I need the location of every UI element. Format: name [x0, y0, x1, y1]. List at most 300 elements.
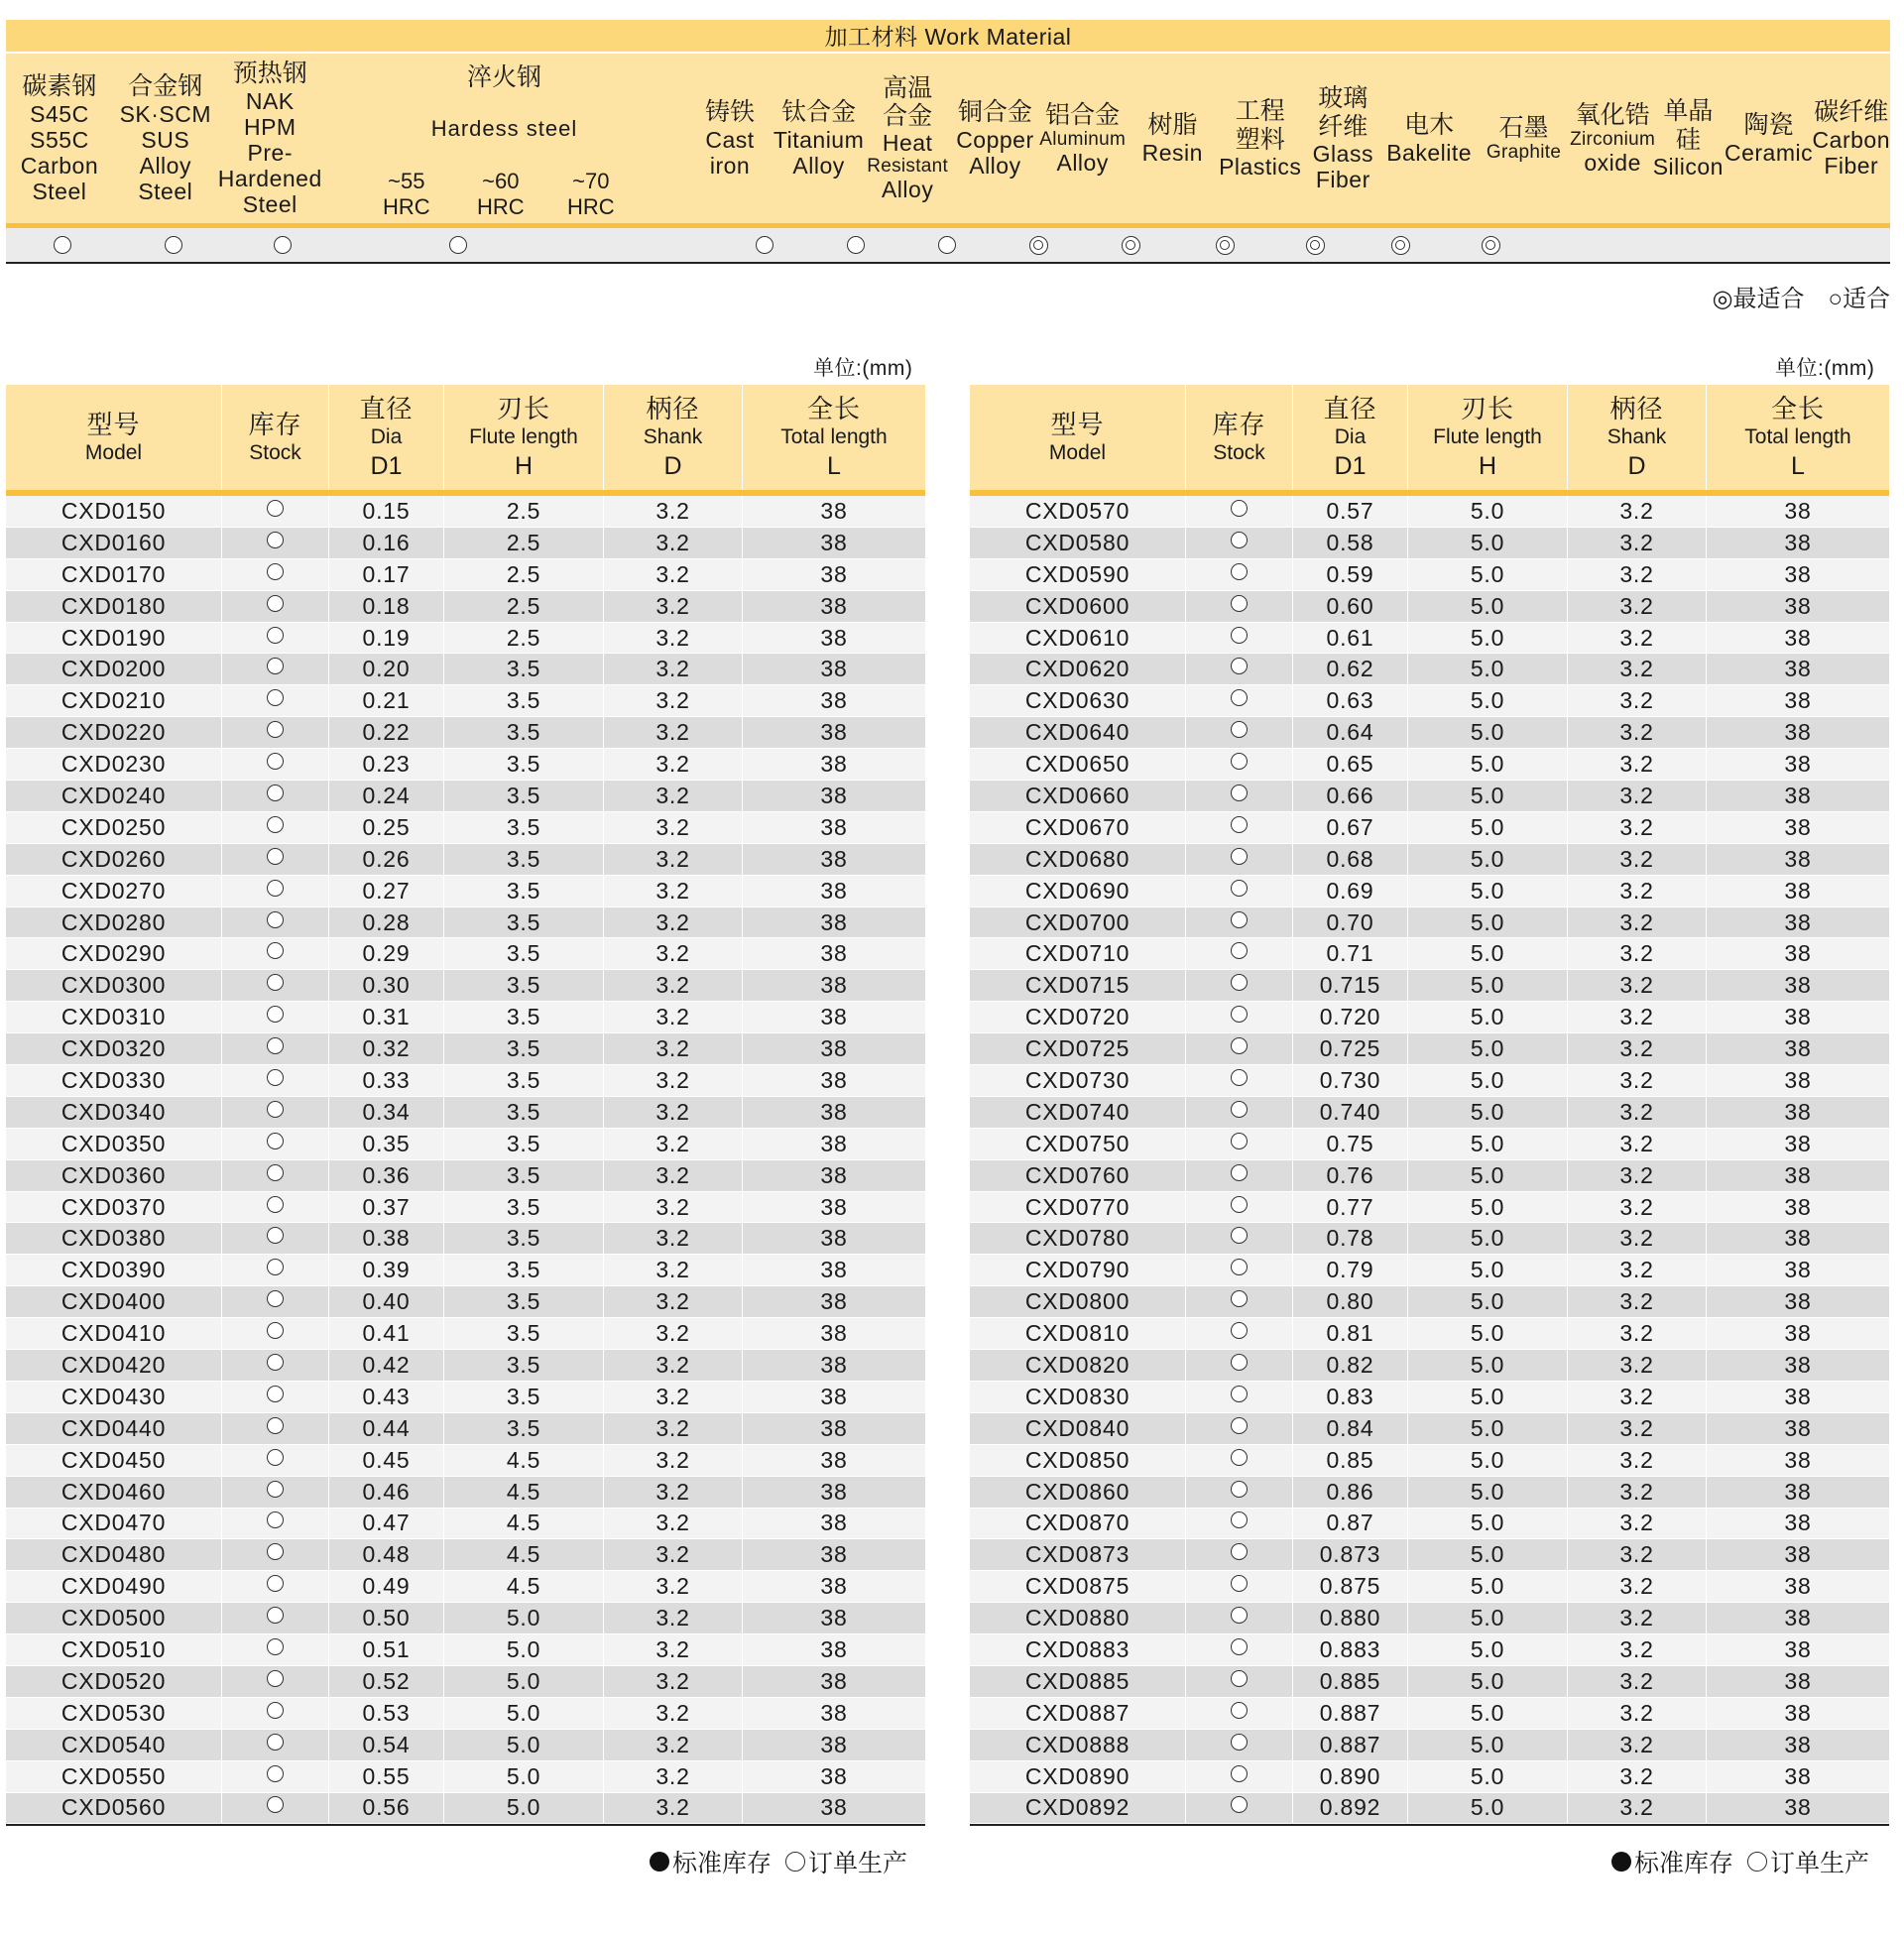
dia-cell: 0.85 — [1293, 1445, 1408, 1476]
material-label: Heat — [882, 130, 933, 157]
model-cell: CXD0170 — [6, 559, 222, 590]
dia-cell: 0.25 — [329, 812, 444, 843]
table-row — [6, 1002, 925, 1033]
table-row — [6, 1160, 925, 1192]
flute-length-cell: 3.5 — [444, 1413, 604, 1444]
model-cell: CXD0470 — [6, 1509, 222, 1539]
stock-cell — [222, 1382, 329, 1412]
model-cell: CXD0240 — [6, 781, 222, 811]
dia-cell: 0.39 — [329, 1255, 444, 1285]
model-cell: CXD0460 — [6, 1477, 222, 1508]
double-circle-icon — [1482, 236, 1500, 255]
table-bottom-rule — [6, 1824, 925, 1826]
flute-length-cell: 2.5 — [444, 591, 604, 622]
circle-icon — [1231, 1322, 1248, 1339]
stock-cell — [222, 1413, 329, 1444]
table-row — [970, 1382, 1889, 1413]
model-cell: CXD0820 — [970, 1350, 1186, 1381]
stock-cell — [222, 844, 329, 875]
column-header-en: Shank — [1606, 425, 1667, 448]
circle-icon — [1231, 689, 1248, 706]
stock-cell — [1186, 938, 1293, 969]
shank-cell: 3.2 — [604, 907, 743, 938]
column-header-sym: D — [1627, 452, 1646, 481]
legend-standard-stock — [1611, 1844, 1733, 1879]
double-circle-icon — [1391, 236, 1410, 255]
shank-cell: 3.2 — [1568, 1002, 1707, 1032]
stock-cell — [1186, 1223, 1293, 1254]
shank-cell: 3.2 — [1568, 970, 1707, 1001]
circle-icon — [1231, 500, 1248, 517]
model-cell: CXD0580 — [970, 528, 1186, 558]
flute-length-cell: 5.0 — [1408, 1698, 1568, 1729]
model-cell: CXD0450 — [6, 1445, 222, 1476]
dia-cell: 0.880 — [1293, 1603, 1408, 1633]
flute-length-cell: 5.0 — [1408, 623, 1568, 654]
total-length-cell: 38 — [820, 845, 848, 872]
dia-cell: 0.48 — [329, 1539, 444, 1570]
stock-cell — [1186, 1192, 1293, 1223]
shank-cell: 3.2 — [1568, 1634, 1707, 1665]
dia-cell: 0.715 — [1293, 970, 1408, 1001]
stock-cell — [222, 1509, 329, 1539]
shank-cell: 3.2 — [604, 1698, 743, 1729]
table-row — [970, 496, 1889, 528]
material-label: 氧化锆 — [1575, 100, 1650, 129]
table-row — [6, 717, 925, 749]
column-header-en: Total length — [1744, 425, 1851, 448]
column-header-sym: L — [827, 452, 841, 481]
material-label: Copper — [956, 126, 1034, 153]
table-row — [6, 781, 925, 812]
dia-cell: 0.84 — [1293, 1413, 1408, 1444]
dia-cell: 0.885 — [1293, 1666, 1408, 1697]
circle-icon — [267, 1164, 284, 1181]
total-length-cell: 38 — [820, 877, 848, 904]
stock-cell — [222, 876, 329, 907]
column-header-en: Model — [84, 441, 143, 464]
shank-cell: 3.2 — [604, 1666, 743, 1697]
stock-cell — [222, 1698, 329, 1729]
model-cell: CXD0530 — [6, 1698, 222, 1729]
flute-length-cell: 5.0 — [1408, 844, 1568, 875]
column-header — [743, 385, 925, 490]
dia-cell: 0.32 — [329, 1033, 444, 1064]
circle-icon — [1231, 1481, 1248, 1498]
circle-icon — [1231, 1702, 1248, 1719]
shank-cell: 3.2 — [604, 1002, 743, 1032]
dia-cell: 0.77 — [1293, 1192, 1408, 1223]
circle-icon — [1231, 532, 1248, 548]
stock-cell — [222, 1571, 329, 1602]
table-row — [6, 1603, 925, 1634]
material-mark-cell — [1085, 228, 1176, 262]
shank-cell: 3.2 — [604, 1634, 743, 1665]
column-header-sym: H — [514, 452, 534, 481]
table-row — [6, 1065, 925, 1097]
shank-cell: 3.2 — [604, 496, 743, 527]
stock-cell — [1186, 1793, 1293, 1824]
total-length-cell: 38 — [1784, 845, 1812, 872]
circle-icon — [1231, 785, 1248, 801]
flute-length-cell: 5.0 — [1408, 1318, 1568, 1349]
table-body — [6, 496, 925, 1824]
material-column — [1039, 54, 1127, 223]
model-cell: CXD0590 — [970, 559, 1186, 590]
model-cell: CXD0715 — [970, 970, 1186, 1001]
total-length-cell: 38 — [1784, 940, 1812, 967]
circle-icon — [267, 1796, 284, 1813]
circle-icon — [1231, 1006, 1248, 1023]
circle-icon — [267, 1702, 284, 1719]
model-cell: CXD0320 — [6, 1033, 222, 1064]
dia-cell: 0.35 — [329, 1129, 444, 1159]
flute-length-cell: 5.0 — [1408, 1477, 1568, 1508]
circle-icon — [785, 1852, 805, 1872]
model-cell: CXD0660 — [970, 781, 1186, 811]
stock-cell — [222, 1603, 329, 1633]
stock-cell — [222, 1160, 329, 1191]
stock-legend-right — [1611, 1844, 1869, 1879]
circle-icon — [267, 1417, 284, 1434]
dia-cell: 0.45 — [329, 1445, 444, 1476]
stock-cell — [222, 654, 329, 684]
model-cell: CXD0730 — [970, 1065, 1186, 1096]
stock-cell — [222, 1002, 329, 1032]
flute-length-cell: 5.0 — [444, 1793, 604, 1824]
shank-cell: 3.2 — [604, 1255, 743, 1285]
material-label: NAK — [245, 87, 295, 114]
flute-length-cell: 3.5 — [444, 844, 604, 875]
circle-icon — [1231, 753, 1248, 770]
total-length-cell: 38 — [820, 497, 848, 524]
total-length-cell: 38 — [1784, 1257, 1812, 1283]
table-row — [970, 1350, 1889, 1382]
hrc-range — [362, 169, 451, 219]
material-label: Alloy — [1056, 150, 1109, 177]
stock-cell — [1186, 1698, 1293, 1729]
table-row — [970, 1192, 1889, 1224]
total-length-cell: 38 — [1784, 782, 1812, 808]
flute-length-cell: 5.0 — [1408, 812, 1568, 843]
shank-cell: 3.2 — [1568, 938, 1707, 969]
flute-length-cell: 5.0 — [444, 1634, 604, 1665]
material-column — [1813, 54, 1890, 223]
material-label: Alloy — [139, 152, 191, 179]
model-cell: CXD0430 — [6, 1382, 222, 1412]
legend-order-production — [785, 1844, 907, 1879]
material-label: Titanium — [773, 126, 865, 153]
circle-icon — [1231, 1543, 1248, 1560]
model-cell: CXD0880 — [970, 1603, 1186, 1633]
material-label: Graphite — [1486, 141, 1562, 163]
shank-cell: 3.2 — [604, 1160, 743, 1191]
total-length-cell: 38 — [820, 1573, 848, 1600]
circle-icon — [267, 1607, 284, 1624]
circle-icon — [267, 1575, 284, 1592]
model-cell: CXD0870 — [970, 1509, 1186, 1539]
shank-cell: 3.2 — [1568, 1509, 1707, 1539]
dia-cell: 0.80 — [1293, 1286, 1408, 1317]
circle-icon — [267, 1449, 284, 1466]
total-length-cell: 38 — [820, 1762, 848, 1789]
material-label: Steel — [242, 190, 298, 217]
stock-cell — [222, 1033, 329, 1064]
material-label: Silicon — [1652, 153, 1724, 180]
table-row — [970, 1129, 1889, 1160]
circle-icon — [1231, 1259, 1248, 1275]
column-header — [329, 385, 444, 490]
total-length-cell: 38 — [1784, 656, 1812, 682]
table-row — [6, 749, 925, 781]
total-length-cell: 38 — [820, 1699, 848, 1726]
table-row — [970, 876, 1889, 907]
flute-length-cell: 5.0 — [444, 1761, 604, 1792]
table-row — [6, 528, 925, 559]
table-row — [970, 591, 1889, 623]
flute-length-cell: 5.0 — [1408, 1286, 1568, 1317]
circle-icon — [267, 880, 284, 897]
total-length-cell: 38 — [1784, 1004, 1812, 1030]
circle-icon — [267, 816, 284, 833]
shank-cell: 3.2 — [1568, 1097, 1707, 1128]
column-header-cn: 全长 — [1770, 393, 1825, 423]
material-label: 碳素钢 — [22, 72, 97, 101]
legend-suitable — [1829, 279, 1891, 313]
hardened-steel-title: 淬火钢 — [466, 63, 541, 91]
stock-cell — [222, 781, 329, 811]
total-length-cell: 38 — [1784, 1605, 1812, 1632]
table-row — [970, 1255, 1889, 1286]
total-length-cell: 38 — [1784, 1288, 1812, 1315]
flute-length-cell: 3.5 — [444, 1223, 604, 1254]
model-cell: CXD0380 — [6, 1223, 222, 1254]
flute-length-cell: 4.5 — [444, 1445, 604, 1476]
total-length-cell: 38 — [1784, 1383, 1812, 1409]
circle-icon — [267, 911, 284, 928]
model-cell: CXD0610 — [970, 623, 1186, 654]
flute-length-cell: 4.5 — [444, 1571, 604, 1602]
table-row — [970, 938, 1889, 970]
material-label: Resistant — [867, 156, 949, 178]
dia-cell: 0.23 — [329, 749, 444, 780]
table-row — [970, 623, 1889, 655]
circle-icon — [267, 785, 284, 801]
dia-cell: 0.67 — [1293, 812, 1408, 843]
dia-cell: 0.44 — [329, 1413, 444, 1444]
column-header — [1707, 385, 1889, 490]
dia-cell: 0.61 — [1293, 623, 1408, 654]
double-circle-icon — [1216, 236, 1235, 255]
flute-length-cell: 3.5 — [444, 654, 604, 684]
circle-icon — [847, 236, 865, 254]
circle-icon — [1231, 1638, 1248, 1655]
column-header-sym: H — [1478, 452, 1497, 481]
total-length-cell: 38 — [1784, 751, 1812, 778]
circle-icon — [1231, 942, 1248, 959]
material-label: 铸铁 — [705, 98, 756, 127]
total-length-cell: 38 — [1784, 1130, 1812, 1156]
circle-icon — [267, 721, 284, 738]
flute-length-cell: 5.0 — [444, 1698, 604, 1729]
model-cell: CXD0887 — [970, 1698, 1186, 1729]
legend-standard-stock — [650, 1844, 772, 1879]
legend-order-text: 订单生产 — [808, 1850, 908, 1877]
table-row — [6, 496, 925, 528]
flute-length-cell: 3.5 — [444, 876, 604, 907]
material-column — [113, 54, 218, 223]
total-length-cell: 38 — [1784, 719, 1812, 746]
flute-length-cell: 5.0 — [1408, 1730, 1568, 1760]
table-row — [6, 938, 925, 970]
table-row — [6, 812, 925, 844]
circle-icon — [1231, 1386, 1248, 1402]
material-column — [6, 54, 113, 223]
material-label: 纤维 — [1318, 112, 1368, 141]
column-header — [1568, 385, 1707, 490]
stock-cell — [222, 1539, 329, 1570]
dia-cell: 0.15 — [329, 496, 444, 527]
total-length-cell: 38 — [1784, 1098, 1812, 1125]
total-length-cell: 38 — [820, 529, 848, 555]
shank-cell: 3.2 — [1568, 1477, 1707, 1508]
model-cell: CXD0180 — [6, 591, 222, 622]
dia-cell: 0.83 — [1293, 1382, 1408, 1412]
shank-cell: 3.2 — [1568, 1382, 1707, 1412]
table-body — [970, 496, 1889, 1824]
material-mark-cell — [1273, 228, 1357, 262]
total-length-cell: 38 — [1784, 1161, 1812, 1188]
total-length-cell: 38 — [820, 751, 848, 778]
total-length-cell: 38 — [1784, 1035, 1812, 1062]
dia-cell: 0.30 — [329, 970, 444, 1001]
stock-cell — [1186, 1730, 1293, 1760]
stock-cell — [1186, 591, 1293, 622]
circle-icon — [1231, 721, 1248, 738]
total-length-cell: 38 — [820, 624, 848, 651]
model-cell: CXD0290 — [6, 938, 222, 969]
table-row — [6, 1793, 925, 1825]
shank-cell: 3.2 — [604, 1097, 743, 1128]
flute-length-cell: 3.5 — [444, 1255, 604, 1285]
material-label: oxide — [1584, 150, 1641, 177]
model-cell: CXD0440 — [6, 1413, 222, 1444]
table-row — [6, 1445, 925, 1477]
model-cell: CXD0350 — [6, 1129, 222, 1159]
dia-cell: 0.56 — [329, 1793, 444, 1824]
table-row — [6, 844, 925, 876]
dia-cell: 0.52 — [329, 1666, 444, 1697]
circle-icon — [267, 1734, 284, 1751]
total-length-cell: 38 — [1784, 1414, 1812, 1441]
stock-cell — [222, 1445, 329, 1476]
stock-cell — [1186, 685, 1293, 716]
stock-cell — [1186, 1666, 1293, 1697]
flute-length-cell: 5.0 — [1408, 1065, 1568, 1096]
shank-cell: 3.2 — [1568, 1571, 1707, 1602]
dia-cell: 0.49 — [329, 1571, 444, 1602]
table-row — [6, 1509, 925, 1540]
shank-cell: 3.2 — [604, 1603, 743, 1633]
column-header-en: Model — [1048, 441, 1107, 464]
material-label: Zirconium — [1570, 128, 1656, 150]
dia-cell: 0.70 — [1293, 907, 1408, 938]
table-row — [970, 1539, 1889, 1571]
material-label: Steel — [138, 178, 193, 204]
column-header-sym: D — [663, 452, 682, 481]
stock-cell — [1186, 1129, 1293, 1159]
circle-icon — [1231, 1734, 1248, 1751]
stock-cell — [1186, 844, 1293, 875]
column-header-sym: L — [1791, 452, 1805, 481]
column-header-cn: 刃长 — [496, 393, 550, 423]
column-header-en: Flute length — [469, 425, 578, 448]
model-cell: CXD0885 — [970, 1666, 1186, 1697]
dia-cell: 0.68 — [1293, 844, 1408, 875]
spec-table-left — [6, 385, 925, 1826]
table-row — [970, 1445, 1889, 1477]
table-row — [970, 559, 1889, 591]
material-label: Alloy — [792, 152, 845, 179]
dia-cell: 0.36 — [329, 1160, 444, 1191]
material-label: S55C — [30, 126, 89, 153]
model-cell: CXD0680 — [970, 844, 1186, 875]
circle-icon — [1231, 1354, 1248, 1371]
material-mark-cell — [993, 228, 1085, 262]
flute-length-cell: 5.0 — [1408, 528, 1568, 558]
flute-length-cell: 5.0 — [1408, 1634, 1568, 1665]
circle-icon — [1231, 595, 1248, 612]
dia-cell: 0.79 — [1293, 1255, 1408, 1285]
flute-length-cell: 5.0 — [1408, 1223, 1568, 1254]
circle-icon — [449, 236, 467, 254]
total-length-cell: 38 — [820, 1098, 848, 1125]
material-mark-cell — [810, 228, 901, 262]
total-length-cell: 38 — [1784, 1193, 1812, 1220]
material-column — [1301, 54, 1384, 223]
total-length-cell: 38 — [1784, 813, 1812, 840]
total-length-cell: 38 — [1784, 624, 1812, 651]
flute-length-cell: 5.0 — [1408, 1509, 1568, 1539]
dia-cell: 0.60 — [1293, 591, 1408, 622]
dia-cell: 0.740 — [1293, 1097, 1408, 1128]
shank-cell: 3.2 — [1568, 1603, 1707, 1633]
table-row — [970, 654, 1889, 685]
stock-cell — [1186, 1255, 1293, 1285]
flute-length-cell: 3.5 — [444, 1160, 604, 1191]
double-circle-icon — [1122, 236, 1140, 255]
dia-cell: 0.26 — [329, 844, 444, 875]
flute-length-cell: 3.5 — [444, 1033, 604, 1064]
material-label: Pre- — [247, 139, 293, 166]
shank-cell: 3.2 — [1568, 1255, 1707, 1285]
flute-length-cell: 5.0 — [1408, 1445, 1568, 1476]
dia-cell: 0.21 — [329, 685, 444, 716]
flute-length-cell: 5.0 — [1408, 654, 1568, 684]
circle-icon — [1231, 1575, 1248, 1592]
hrc-range-text: HRC — [382, 193, 430, 219]
material-label: SUS — [141, 126, 190, 153]
flute-length-cell: 3.5 — [444, 907, 604, 938]
dia-cell: 0.64 — [1293, 717, 1408, 748]
total-length-cell: 38 — [820, 1636, 848, 1662]
shank-cell: 3.2 — [1568, 591, 1707, 622]
circle-icon — [267, 627, 284, 644]
circle-icon — [267, 1101, 284, 1118]
column-header-cn: 全长 — [806, 393, 861, 423]
model-cell: CXD0720 — [970, 1002, 1186, 1032]
table-row — [970, 1634, 1889, 1666]
